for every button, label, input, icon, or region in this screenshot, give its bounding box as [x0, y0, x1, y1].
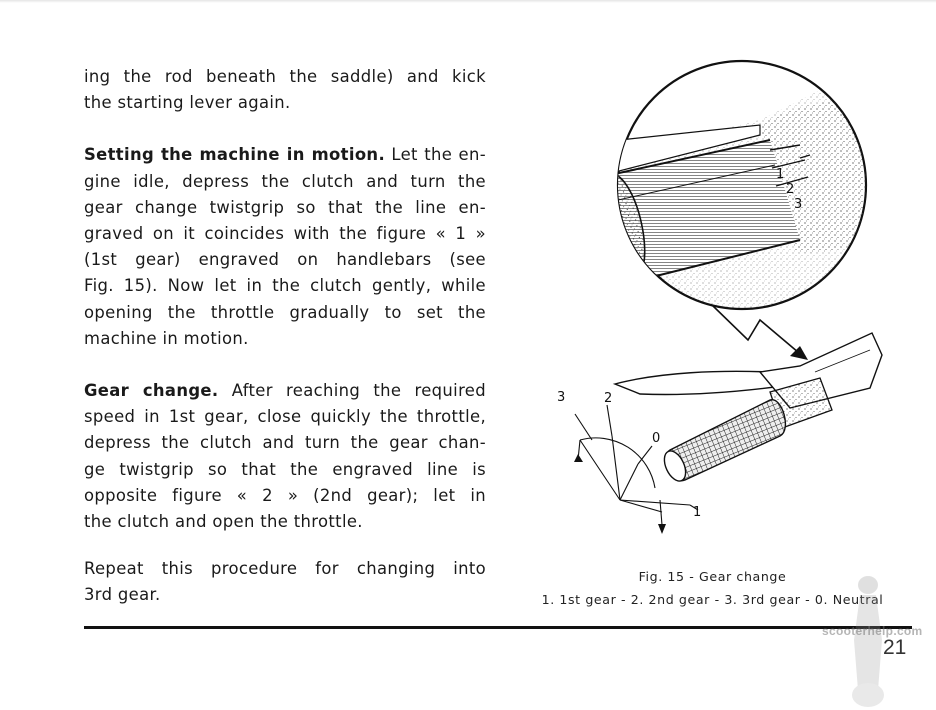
text-line: gear change twistgrip so that the line en-: [84, 197, 486, 217]
text-line: Fig. 15). Now let in the clutch gently, while: [84, 276, 486, 296]
leader-arrow: [712, 305, 805, 358]
dial-label-2: 2: [786, 182, 795, 197]
handlebar-grip: [615, 333, 882, 484]
gear-change-illustration: [505, 58, 925, 558]
top-edge-shadow: [0, 0, 936, 3]
watermark-text: scooterhelp.com: [822, 624, 923, 638]
text-line: opening the throttle gradually to set the: [84, 302, 486, 322]
magnified-detail: [591, 60, 880, 320]
dial-label-1: 1: [776, 167, 785, 182]
section-heading-gear-change: Gear change.: [84, 381, 219, 401]
text-line: graved on it coincides with the figure « 1 »: [84, 224, 486, 244]
gear-label-0: 0: [652, 431, 661, 446]
text-line: depress the clutch and turn the gear chan-: [84, 433, 486, 453]
footer-rule: [84, 626, 912, 629]
text-line: the starting lever again.: [84, 93, 291, 113]
paragraph-kick-start: [84, 64, 486, 116]
text-line: ge twistgrip so that the engraved line is: [84, 459, 486, 479]
figure-caption-title: Fig. 15 - Gear change: [638, 569, 787, 584]
text-line: speed in 1st gear, close quickly the throttle,: [84, 407, 486, 427]
text-line: 3rd gear.: [84, 585, 161, 605]
dial-label-3: 3: [794, 197, 803, 212]
text-fragment: After reaching the required: [231, 381, 486, 401]
body-text-column: [84, 64, 486, 609]
section-heading-setting-in-motion: Setting the machine in motion.: [84, 145, 386, 165]
text-line: ing the rod beneath the saddle) and kick: [84, 67, 486, 86]
figure-caption-legend: 1. 1st gear - 2. 2nd gear - 3. 3rd gear - 0. Neutral: [541, 592, 884, 607]
text-line: Repeat this procedure for changing into: [84, 559, 486, 579]
text-line: [84, 378, 486, 404]
text-line: machine in motion.: [84, 328, 249, 348]
text-line: (1st gear) engraved on handlebars (see: [84, 250, 486, 270]
paragraph-setting-in-motion: [84, 142, 486, 352]
text-line: the clutch and open the throttle.: [84, 512, 363, 532]
gear-label-2: 2: [604, 391, 613, 406]
text-line: opposite figure « 2 » (2nd gear); let in: [84, 485, 486, 505]
page-number: 21: [883, 636, 907, 659]
text-line: gine idle, depress the clutch and turn the: [84, 171, 486, 191]
text-fragment: Let the en-: [391, 145, 486, 165]
paragraph-gear-change: [84, 378, 486, 535]
gear-label-1: 1: [693, 505, 702, 520]
text-line: [84, 142, 486, 168]
paragraph-repeat: [84, 556, 486, 608]
gear-label-3: 3: [557, 390, 566, 405]
